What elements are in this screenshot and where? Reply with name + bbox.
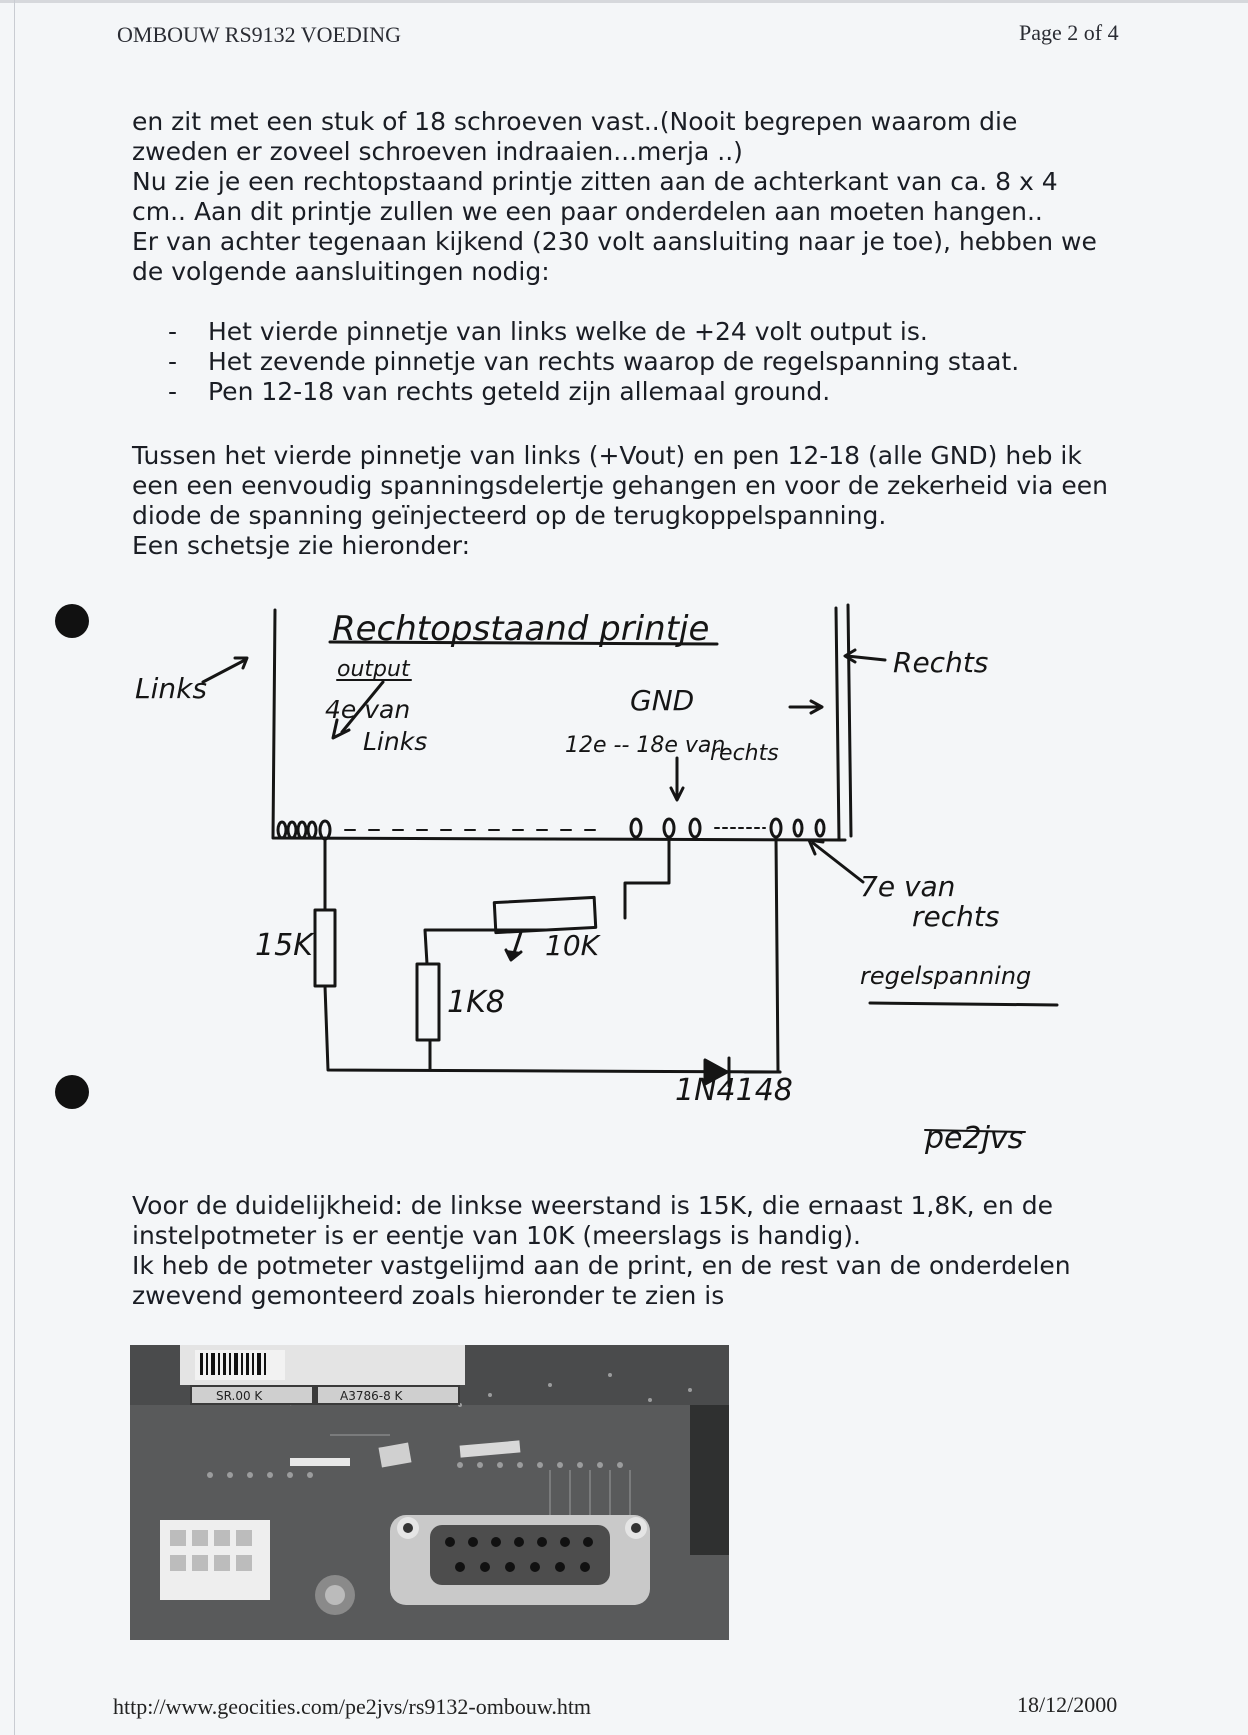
sticker-label: A3786-8 K [340, 1389, 403, 1403]
paragraph-divider [132, 441, 1132, 561]
sketch-rechts-label: Rechts [893, 646, 989, 679]
list-item-text: Pen 12-18 van rechts geteld zijn allemaal ground. [208, 377, 831, 406]
text-line: Voor de duidelijkheid: de linkse weerstand is 15K, die ernaast 1,8K, en de [132, 1191, 1053, 1220]
list-item-text: Het vierde pinnetje van links welke de +24 volt output is. [208, 317, 928, 346]
sketch-title: Rechtopstaand printje [332, 609, 710, 649]
sketch-r2-label: 1K8 [447, 985, 505, 1020]
text-line: Tussen het vierde pinnetje van links (+Vout) en pen 12-18 (alle GND) heb ik [132, 441, 1082, 470]
text-line: Een schetsje zie hieronder: [132, 531, 471, 560]
list-item [168, 377, 1019, 407]
text-line: instelpotmeter is er eentje van 10K (meerslags is handig). [132, 1221, 861, 1250]
list-item [168, 347, 1019, 377]
sticker-label: SR.00 K [216, 1389, 263, 1403]
page-left-edge [14, 0, 15, 1735]
sketch-pin4-label: 4e van [325, 695, 411, 724]
text-line: Er van achter tegenaan kijkend (230 volt aansluiting naar je toe), hebben we [132, 227, 1097, 256]
sketch-diode-label: 1N4148 [675, 1073, 793, 1108]
sketch-pin4-label: Links [363, 727, 428, 756]
text-line: cm.. Aan dit printje zullen we een paar onderdelen aan moeten hangen.. [132, 197, 1043, 226]
connection-list [168, 317, 1019, 407]
paragraph-explanation [132, 1191, 1132, 1311]
bullet-marker: - [168, 347, 178, 376]
text-line: diode de spanning geïnjecteerd op de terugkoppelspanning. [132, 501, 887, 530]
sketch-links-label: Links [135, 672, 207, 705]
sketch-pin7-label: rechts [912, 900, 1000, 933]
text-line: en zit met een stuk of 18 schroeven vast..(Nooit begrepen waarom die [132, 107, 1018, 136]
page-number: Page 2 of 4 [1019, 20, 1119, 45]
circuit-sketch [125, 600, 1065, 1180]
punch-hole [55, 1075, 89, 1109]
text-line: Nu zie je een rechtopstaand printje zitten aan de achterkant van ca. 8 x 4 [132, 167, 1058, 196]
sketch-regel-label: regelspanning [860, 962, 1032, 990]
paragraph-intro [132, 107, 1132, 287]
text-line: Ik heb de potmeter vastgelijmd aan de print, en de rest van de onderdelen [132, 1251, 1071, 1280]
footer-url: http://www.geocities.com/pe2jvs/rs9132-ombouw.htm [113, 1694, 592, 1719]
circuit-board-photo [130, 1345, 729, 1640]
sketch-pot-label: 10K [545, 929, 599, 962]
punch-hole [55, 604, 89, 638]
text-line: zweden er zoveel schroeven indraaien...merja ..) [132, 137, 743, 166]
text-line: de volgende aansluitingen nodig: [132, 257, 550, 286]
photo-illustration [130, 1345, 729, 1640]
sketch-output-label: output [337, 657, 410, 682]
list-item [168, 317, 1019, 347]
text-line: een een eenvoudig spanningsdelertje gehangen en voor de zekerheid via een [132, 471, 1108, 500]
text-line: zwevend gemonteerd zoals hieronder te zien is [132, 1281, 725, 1310]
sketch-gnd-label: GND [630, 684, 695, 717]
sketch-pin7-label: 7e van [860, 870, 956, 903]
sketch-rechts-small: rechts [710, 741, 779, 766]
header-title: OMBOUW RS9132 VOEDING [117, 22, 401, 47]
bullet-marker: - [168, 377, 178, 406]
sketch-r1-label: 15K [255, 928, 313, 963]
list-item-text: Het zevende pinnetje van rechts waarop de regelspanning staat. [208, 347, 1020, 376]
bullet-marker: - [168, 317, 178, 346]
sketch-signature: pe2jvs [925, 1121, 1024, 1156]
sketch-gnd-pins-label: 12e -- 18e van [565, 733, 726, 758]
footer-date: 18/12/2000 [1017, 1692, 1118, 1717]
page-top-edge [0, 0, 1248, 3]
